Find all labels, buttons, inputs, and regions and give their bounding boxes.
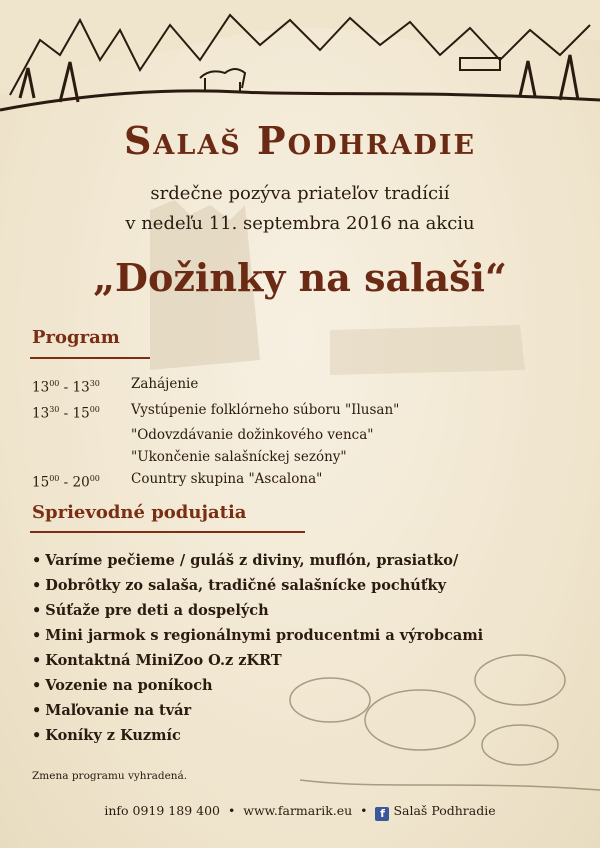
schedule-time: $15^{00} - 20^{00}$ — [32, 474, 100, 491]
schedule-row — [32, 373, 399, 399]
invitation-line-1: srdečne pozýva priateľov tradícií — [150, 183, 450, 204]
schedule-item: "Ukončenie salašníckej sezóny" — [131, 449, 347, 465]
schedule-time: $13^{30} - 15^{00}$ — [32, 404, 100, 421]
invitation-line-2: v nedeľu 11. septembra 2016 na akciu — [125, 213, 475, 234]
event-name: „Dožinky na salaši“ — [93, 255, 507, 300]
schedule-item: Vystúpenie folklórneho súboru "Ilusan" — [131, 401, 400, 418]
list-item: • Kontaktná MiniZoo O.z zKRT — [30, 648, 483, 673]
list-item: • Súťaže pre deti a dospelých — [30, 598, 483, 623]
side-events-heading: Sprievodné podujatia — [32, 502, 247, 523]
separator: • — [227, 803, 236, 818]
facebook-page-name[interactable]: Salaš Podhradie — [393, 803, 496, 818]
side-events-list — [30, 548, 483, 748]
list-item: • Dobrôtky zo salaša, tradičné salašnícke pochúťky — [30, 573, 483, 598]
list-item: • Varíme pečieme / guláš z diviny, muflón, prasiatko/ — [30, 548, 483, 573]
schedule-item: "Odovzdávanie dožinkového venca" — [131, 427, 374, 443]
footer — [0, 803, 600, 821]
schedule-row — [32, 446, 399, 468]
schedule-row — [32, 399, 399, 425]
schedule-item: Zahájenie — [131, 376, 199, 392]
program-divider — [30, 357, 150, 359]
phone-number: info 0919 189 400 — [104, 803, 220, 818]
page-title: Salaš Podhradie — [123, 118, 477, 163]
list-item: • Maľovanie na tvár — [30, 698, 483, 723]
program-change-note: Zmena programu vyhradená. — [32, 770, 188, 782]
list-item: • Koníky z Kuzmíc — [30, 723, 483, 748]
list-item: • Vozenie na poníkoch — [30, 673, 483, 698]
schedule-item: Country skupina "Ascalona" — [131, 471, 323, 487]
program-schedule — [32, 373, 399, 494]
schedule-time: $13^{00} - 13^{30}$ — [32, 379, 100, 396]
list-item: • Mini jarmok s regionálnymi producentmi a výrobcami — [30, 623, 483, 648]
website-link[interactable]: www.farmarik.eu — [243, 803, 353, 818]
program-heading: Program — [32, 327, 120, 348]
schedule-row — [32, 468, 399, 494]
separator: • — [360, 803, 368, 818]
schedule-row — [32, 424, 399, 446]
facebook-icon[interactable]: f — [375, 807, 389, 821]
side-events-divider — [30, 531, 305, 533]
